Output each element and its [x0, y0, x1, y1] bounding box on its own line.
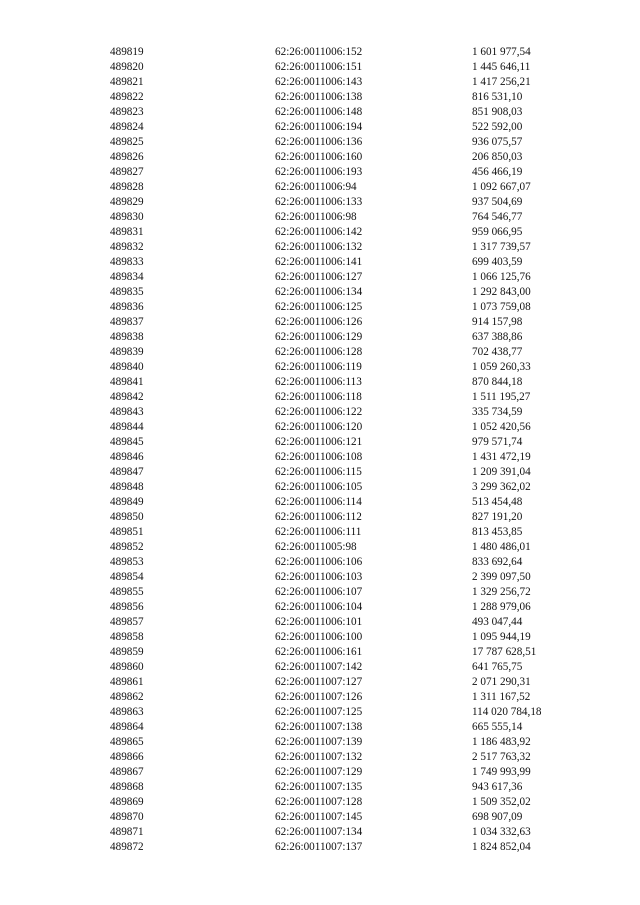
cadastral-number-cell: 62:26:0011006:118	[275, 391, 362, 403]
row-number-cell: 489832	[110, 241, 144, 253]
cadastral-number-cell: 62:26:0011006:148	[275, 106, 363, 118]
cadastral-number-cell: 62:26:0011006:134	[275, 286, 363, 298]
row-number-cell: 489819	[110, 46, 144, 58]
cadastral-value-cell: 1 311 167,52	[472, 691, 531, 703]
cadastral-value-cell: 833 692,64	[472, 556, 523, 568]
table-row	[0, 480, 640, 495]
table-row	[0, 600, 640, 615]
cadastral-value-cell: 17 787 628,51	[472, 646, 537, 658]
row-number-cell: 489829	[110, 196, 144, 208]
cadastral-number-cell: 62:26:0011006:94	[275, 181, 357, 193]
cadastral-number-cell: 62:26:0011006:112	[275, 511, 362, 523]
cadastral-number-cell: 62:26:0011006:100	[275, 631, 363, 643]
row-number-cell: 489842	[110, 391, 144, 403]
table-row	[0, 540, 640, 555]
table-row	[0, 225, 640, 240]
table-row	[0, 690, 640, 705]
table-row	[0, 750, 640, 765]
table-row	[0, 465, 640, 480]
cadastral-value-cell: 206 850,03	[472, 151, 523, 163]
cadastral-number-cell: 62:26:0011006:142	[275, 226, 363, 238]
row-number-cell: 489840	[110, 361, 144, 373]
row-number-cell: 489851	[110, 526, 144, 538]
cadastral-number-cell: 62:26:0011006:113	[275, 376, 362, 388]
cadastral-value-cell: 513 454,48	[472, 496, 523, 508]
cadastral-value-cell: 1 066 125,76	[472, 271, 531, 283]
cadastral-number-cell: 62:26:0011006:141	[275, 256, 363, 268]
cadastral-value-cell: 2 399 097,50	[472, 571, 531, 583]
cadastral-value-cell: 1 601 977,54	[472, 46, 531, 58]
row-number-cell: 489872	[110, 841, 144, 853]
row-number-cell: 489820	[110, 61, 144, 73]
row-number-cell: 489871	[110, 826, 144, 838]
cadastral-value-cell: 827 191,20	[472, 511, 523, 523]
row-number-cell: 489821	[110, 76, 144, 88]
cadastral-value-cell: 665 555,14	[472, 721, 523, 733]
row-number-cell: 489868	[110, 781, 144, 793]
cadastral-number-cell: 62:26:0011006:133	[275, 196, 363, 208]
cadastral-number-cell: 62:26:0011006:132	[275, 241, 363, 253]
row-number-cell: 489822	[110, 91, 144, 103]
table-row	[0, 420, 640, 435]
row-number-cell: 489823	[110, 106, 144, 118]
table-row	[0, 705, 640, 720]
row-number-cell: 489824	[110, 121, 144, 133]
cadastral-value-cell: 870 844,18	[472, 376, 523, 388]
table-row	[0, 795, 640, 810]
cadastral-value-cell: 1 092 667,07	[472, 181, 531, 193]
row-number-cell: 489861	[110, 676, 144, 688]
cadastral-number-cell: 62:26:0011006:193	[275, 166, 363, 178]
cadastral-number-cell: 62:26:0011006:106	[275, 556, 363, 568]
cadastral-value-cell: 702 438,77	[472, 346, 523, 358]
cadastral-number-cell: 62:26:0011006:138	[275, 91, 363, 103]
cadastral-number-cell: 62:26:0011006:103	[275, 571, 363, 583]
row-number-cell: 489860	[110, 661, 144, 673]
table-row	[0, 810, 640, 825]
row-number-cell: 489870	[110, 811, 144, 823]
cadastral-value-cell: 851 908,03	[472, 106, 523, 118]
cadastral-value-cell: 2 071 290,31	[472, 676, 531, 688]
table-row	[0, 135, 640, 150]
table-row	[0, 615, 640, 630]
cadastral-value-cell: 813 453,85	[472, 526, 523, 538]
cadastral-value-cell: 456 466,19	[472, 166, 523, 178]
table-row	[0, 285, 640, 300]
row-number-cell: 489834	[110, 271, 144, 283]
cadastral-value-cell: 698 907,09	[472, 811, 523, 823]
cadastral-number-cell: 62:26:0011006:107	[275, 586, 363, 598]
table-row	[0, 75, 640, 90]
table-row	[0, 375, 640, 390]
cadastral-value-cell: 914 157,98	[472, 316, 523, 328]
cadastral-value-cell: 959 066,95	[472, 226, 523, 238]
cadastral-value-cell: 493 047,44	[472, 616, 523, 628]
row-number-cell: 489835	[110, 286, 144, 298]
cadastral-value-cell: 335 734,59	[472, 406, 523, 418]
cadastral-number-cell: 62:26:0011006:161	[275, 646, 363, 658]
cadastral-number-cell: 62:26:0011007:137	[275, 841, 363, 853]
cadastral-value-cell: 1 417 256,21	[472, 76, 531, 88]
cadastral-value-cell: 1 288 979,06	[472, 601, 531, 613]
cadastral-number-cell: 62:26:0011006:104	[275, 601, 363, 613]
row-number-cell: 489849	[110, 496, 144, 508]
cadastral-value-cell: 816 531,10	[472, 91, 523, 103]
cadastral-number-cell: 62:26:0011006:122	[275, 406, 363, 418]
cadastral-value-cell: 1 073 759,08	[472, 301, 531, 313]
cadastral-number-cell: 62:26:0011005:98	[275, 541, 357, 553]
row-number-cell: 489841	[110, 376, 144, 388]
cadastral-number-cell: 62:26:0011006:125	[275, 301, 363, 313]
cadastral-value-cell: 1 749 993,99	[472, 766, 531, 778]
row-number-cell: 489826	[110, 151, 144, 163]
table-row	[0, 840, 640, 855]
row-number-cell: 489862	[110, 691, 144, 703]
table-row	[0, 270, 640, 285]
table-row	[0, 555, 640, 570]
cadastral-number-cell: 62:26:0011006:105	[275, 481, 363, 493]
row-number-cell: 489850	[110, 511, 144, 523]
row-number-cell: 489852	[110, 541, 144, 553]
table-row	[0, 180, 640, 195]
cadastral-value-cell: 936 075,57	[472, 136, 523, 148]
table-row	[0, 390, 640, 405]
cadastral-number-cell: 62:26:0011006:115	[275, 466, 362, 478]
cadastral-number-cell: 62:26:0011007:128	[275, 796, 363, 808]
table-row	[0, 195, 640, 210]
row-number-cell: 489857	[110, 616, 144, 628]
row-number-cell: 489837	[110, 316, 144, 328]
cadastral-number-cell: 62:26:0011006:128	[275, 346, 363, 358]
row-number-cell: 489831	[110, 226, 144, 238]
table-row	[0, 825, 640, 840]
row-number-cell: 489844	[110, 421, 144, 433]
cadastral-value-cell: 1 480 486,01	[472, 541, 531, 553]
cadastral-value-cell: 979 571,74	[472, 436, 523, 448]
row-number-cell: 489839	[110, 346, 144, 358]
table-row	[0, 765, 640, 780]
table-row	[0, 315, 640, 330]
cadastral-value-cell: 1 292 843,00	[472, 286, 531, 298]
table-row	[0, 360, 640, 375]
table-row	[0, 300, 640, 315]
cadastral-number-cell: 62:26:0011007:139	[275, 736, 363, 748]
row-number-cell: 489854	[110, 571, 144, 583]
table-row	[0, 495, 640, 510]
cadastral-value-cell: 764 546,77	[472, 211, 523, 223]
table-row	[0, 735, 640, 750]
cadastral-number-cell: 62:26:0011006:101	[275, 616, 363, 628]
table-row	[0, 105, 640, 120]
cadastral-number-cell: 62:26:0011006:194	[275, 121, 363, 133]
cadastral-number-cell: 62:26:0011006:114	[275, 496, 362, 508]
cadastral-value-cell: 3 299 362,02	[472, 481, 531, 493]
cadastral-value-cell: 1 034 332,63	[472, 826, 531, 838]
table-row	[0, 60, 640, 75]
row-number-cell: 489864	[110, 721, 144, 733]
row-number-cell: 489843	[110, 406, 144, 418]
cadastral-number-cell: 62:26:0011006:119	[275, 361, 362, 373]
cadastral-value-cell: 1 186 483,92	[472, 736, 531, 748]
cadastral-number-cell: 62:26:0011007:125	[275, 706, 363, 718]
row-number-cell: 489847	[110, 466, 144, 478]
row-number-cell: 489845	[110, 436, 144, 448]
cadastral-number-cell: 62:26:0011006:108	[275, 451, 363, 463]
table-row	[0, 90, 640, 105]
table-row	[0, 720, 640, 735]
row-number-cell: 489869	[110, 796, 144, 808]
cadastral-number-cell: 62:26:0011007:138	[275, 721, 363, 733]
row-number-cell: 489859	[110, 646, 144, 658]
table-row	[0, 405, 640, 420]
cadastral-value-cell: 114 020 784,18	[472, 706, 542, 718]
table-row	[0, 450, 640, 465]
row-number-cell: 489866	[110, 751, 144, 763]
row-number-cell: 489838	[110, 331, 144, 343]
row-number-cell: 489855	[110, 586, 144, 598]
table-row	[0, 120, 640, 135]
row-number-cell: 489846	[110, 451, 144, 463]
cadastral-value-cell: 1 511 195,27	[472, 391, 531, 403]
cadastral-value-cell: 637 388,86	[472, 331, 523, 343]
cadastral-number-cell: 62:26:0011006:151	[275, 61, 363, 73]
cadastral-value-cell: 1 445 646,11	[472, 61, 531, 73]
table-row	[0, 210, 640, 225]
cadastral-value-cell: 1 209 391,04	[472, 466, 531, 478]
table-row	[0, 660, 640, 675]
cadastral-value-cell: 641 765,75	[472, 661, 523, 673]
table-row	[0, 630, 640, 645]
row-number-cell: 489867	[110, 766, 144, 778]
row-number-cell: 489865	[110, 736, 144, 748]
row-number-cell: 489863	[110, 706, 144, 718]
cadastral-number-cell: 62:26:0011006:98	[275, 211, 357, 223]
row-number-cell: 489830	[110, 211, 144, 223]
cadastral-number-cell: 62:26:0011006:120	[275, 421, 363, 433]
cadastral-number-cell: 62:26:0011006:126	[275, 316, 363, 328]
row-number-cell: 489848	[110, 481, 144, 493]
cadastral-number-cell: 62:26:0011006:111	[275, 526, 362, 538]
row-number-cell: 489853	[110, 556, 144, 568]
cadastral-number-cell: 62:26:0011007:145	[275, 811, 363, 823]
cadastral-value-cell: 1 431 472,19	[472, 451, 531, 463]
cadastral-number-cell: 62:26:0011007:126	[275, 691, 363, 703]
cadastral-number-cell: 62:26:0011007:129	[275, 766, 363, 778]
table-row	[0, 435, 640, 450]
table-row	[0, 345, 640, 360]
table-row	[0, 585, 640, 600]
data-table	[0, 45, 640, 855]
cadastral-number-cell: 62:26:0011006:152	[275, 46, 363, 58]
cadastral-number-cell: 62:26:0011006:160	[275, 151, 363, 163]
cadastral-value-cell: 2 517 763,32	[472, 751, 531, 763]
table-row	[0, 525, 640, 540]
cadastral-value-cell: 937 504,69	[472, 196, 523, 208]
row-number-cell: 489836	[110, 301, 144, 313]
cadastral-value-cell: 1 509 352,02	[472, 796, 531, 808]
cadastral-number-cell: 62:26:0011006:121	[275, 436, 363, 448]
cadastral-value-cell: 943 617,36	[472, 781, 523, 793]
cadastral-value-cell: 522 592,00	[472, 121, 523, 133]
table-row	[0, 150, 640, 165]
table-row	[0, 510, 640, 525]
cadastral-value-cell: 1 317 739,57	[472, 241, 531, 253]
cadastral-number-cell: 62:26:0011006:127	[275, 271, 363, 283]
cadastral-number-cell: 62:26:0011007:127	[275, 676, 363, 688]
cadastral-value-cell: 1 824 852,04	[472, 841, 531, 853]
table-row	[0, 165, 640, 180]
cadastral-number-cell: 62:26:0011007:142	[275, 661, 363, 673]
table-row	[0, 780, 640, 795]
row-number-cell: 489856	[110, 601, 144, 613]
cadastral-value-cell: 1 052 420,56	[472, 421, 531, 433]
cadastral-number-cell: 62:26:0011006:136	[275, 136, 363, 148]
cadastral-number-cell: 62:26:0011007:132	[275, 751, 363, 763]
table-row	[0, 240, 640, 255]
row-number-cell: 489858	[110, 631, 144, 643]
table-row	[0, 330, 640, 345]
row-number-cell: 489825	[110, 136, 144, 148]
cadastral-number-cell: 62:26:0011006:129	[275, 331, 363, 343]
table-row	[0, 570, 640, 585]
row-number-cell: 489827	[110, 166, 144, 178]
cadastral-value-cell: 1 329 256,72	[472, 586, 531, 598]
cadastral-value-cell: 699 403,59	[472, 256, 523, 268]
cadastral-number-cell: 62:26:0011007:134	[275, 826, 363, 838]
table-row	[0, 645, 640, 660]
row-number-cell: 489833	[110, 256, 144, 268]
table-row	[0, 45, 640, 60]
cadastral-value-cell: 1 095 944,19	[472, 631, 531, 643]
table-row	[0, 675, 640, 690]
row-number-cell: 489828	[110, 181, 144, 193]
table-row	[0, 255, 640, 270]
cadastral-value-cell: 1 059 260,33	[472, 361, 531, 373]
cadastral-number-cell: 62:26:0011006:143	[275, 76, 363, 88]
cadastral-number-cell: 62:26:0011007:135	[275, 781, 363, 793]
